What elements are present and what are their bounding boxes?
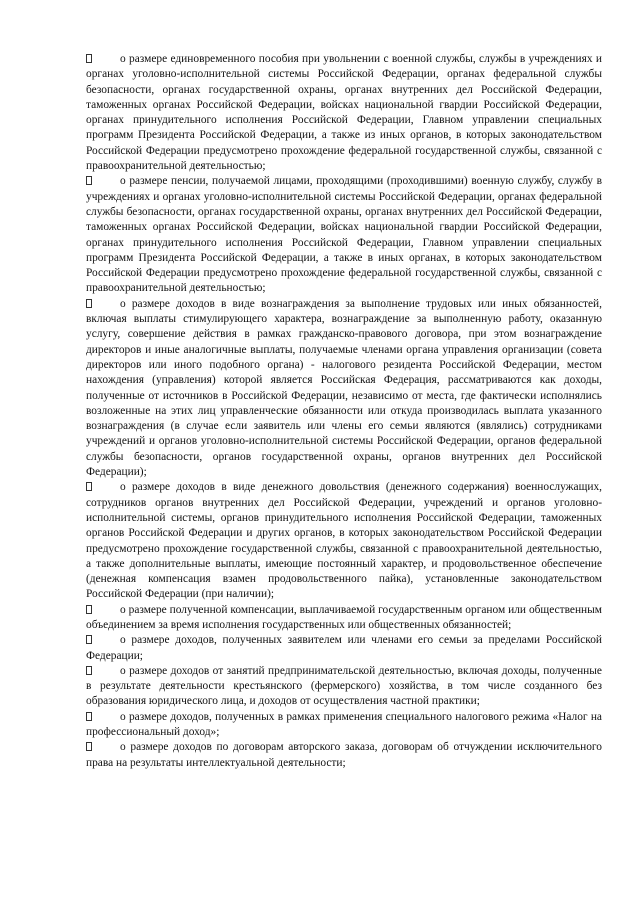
list-item [86, 633, 602, 664]
list-item-text: о размере полученной компенсации, выплачиваемой государственным органом или общественным объединением за время исполнения государственных или общественных обязанностей; [86, 603, 602, 631]
list-item [86, 603, 602, 634]
list-item [86, 297, 602, 481]
list-item [86, 174, 602, 296]
missing-glyph-icon [86, 666, 92, 675]
missing-glyph-icon [86, 176, 92, 185]
list-item-text: о размере единовременного пособия при увольнении с военной службы, службы в учреждениях и органах уголовно-исполнительной системы Российской Федерации, органах федеральной службы безопасности, органах государственной охраны, органах внутренних дел Российской Федерации, таможенных органах Российской Федерации, войсках национальной гвардии Российской Федерации, органах принудительного исполнения Российской Федерации, Главном управлении специальных программ Президента Российской Федерации, а также из иных органов, в которых законодательством Российской Федерации предусмотрено прохождение федеральной государственной службы, связанной с правоохранительной деятельностью; [86, 53, 602, 173]
missing-glyph-icon [86, 54, 92, 63]
missing-glyph-icon [86, 742, 92, 751]
list-item [86, 480, 602, 602]
list-item-text: о размере доходов в виде денежного довольствия (денежного содержания) военнослужащих, сотрудников органов внутренних дел Российской Федерации, учреждений и органов уголовно-исполнительной системы, органов принудительного исполнения Российской Федерации, таможенных органов Российской Федерации и других органов, в которых законодательством Российской Федерации предусмотрено прохождение государственной службы, связанной с правоохранительной деятельностью, а также дополнительные выплаты, имеющие постоянный характер, и продовольственное обеспечение (денежная компенсация взамен продовольственного пайка), установленные законодательством Российской Федерации (при наличии); [86, 481, 602, 601]
missing-glyph-icon [86, 482, 92, 491]
missing-glyph-icon [86, 605, 92, 614]
list-item-text: о размере доходов в виде вознаграждения за выполнение трудовых или иных обязанностей, включая выплаты стимулирующего характера, вознаграждение за выполненную работу, оказанную услугу, совершение действия в рамках гражданско-правового договора, при этом вознаграждение директоров и иные аналогичные выплаты, получаемые членами органа управления организации (совета директоров или иного подобного органа) - налогового резидента Российской Федерации, местом нахождения (управления) которой является Российская Федерация, рассматриваются как доходы, полученные от источников в Российской Федерации, независимо от места, где фактически исполнялись возложенные на этих лиц управленческие обязанности или откуда производилась выплата указанного вознаграждения (в случае если заявитель или члены его семьи являются (являлись) сотрудниками учреждений и органов уголовно-исполнительной системы Российской Федерации, органов федеральной службы безопасности, органов государственной охраны, органов внутренних дел Российской Федерации); [86, 297, 602, 479]
list-item [86, 664, 602, 710]
document-body [86, 52, 602, 771]
list-item-text: о размере доходов по договорам авторского заказа, договорам об отчуждении исключительного права на результаты интеллектуальной деятельности; [86, 741, 602, 769]
missing-glyph-icon [86, 712, 92, 721]
missing-glyph-icon [86, 299, 92, 308]
list-item-text: о размере доходов от занятий предпринимательской деятельностью, включая доходы, полученные в результате деятельности крестьянского (фермерского) хозяйства, в том числе созданного без образования юридического лица, и доходов от осуществления частной практики; [86, 664, 602, 708]
list-item [86, 740, 602, 771]
list-item [86, 52, 602, 174]
list-item-text: о размере доходов, полученных заявителем или членами его семьи за пределами Российской Федерации; [86, 634, 602, 662]
missing-glyph-icon [86, 635, 92, 644]
list-item [86, 710, 602, 741]
list-item-text: о размере доходов, полученных в рамках применения специального налогового режима «Налог на профессиональный доход»; [86, 710, 602, 739]
list-item-text: о размере пенсии, получаемой лицами, проходящими (проходившими) военную службу, службу в учреждениях и органах уголовно-исполнительной системы Российской Федерации, органах федеральной службы безопасности, органах государственной охраны, органах внутренних дел Российской Федерации, таможенных органах Российской Федерации, войсках национальной гвардии Российской Федерации, органах принудительного исполнения Российской Федерации, Главном управлении специальных программ Президента Российской Федерации, а также в иных органах, в которых законодательством Российской Федерации предусмотрено прохождение федеральной государственной службы, связанной с правоохранительной деятельностью; [86, 175, 602, 295]
